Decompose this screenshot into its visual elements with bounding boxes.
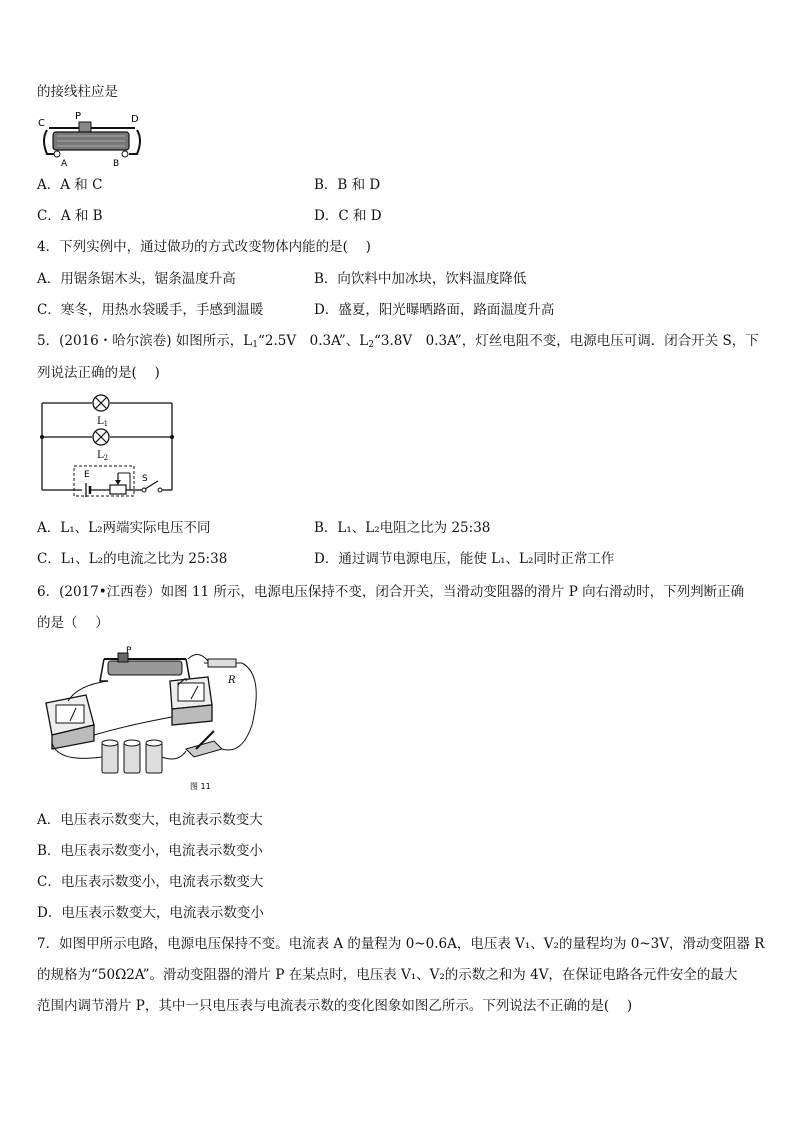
- label-l2: $L_2$: [97, 450, 109, 462]
- q6-option-a: A．电压表示数变大，电流表示数变大: [37, 812, 263, 828]
- q3-option-d: D．C 和 D: [314, 208, 382, 224]
- variable-resistor-icon: [110, 473, 130, 494]
- parallel-circuit-figure: [38, 393, 178, 503]
- q3-option-b: B．B 和 D: [314, 177, 381, 193]
- q3-option-c: C．A 和 B: [37, 208, 103, 224]
- figure-caption: 图 11: [190, 782, 211, 791]
- q5-stem-part1: 5．(2016・哈尔滨卷) 如图所示，L: [37, 333, 253, 349]
- ammeter-icon: [170, 677, 212, 725]
- q4-option-b: B．向饮料中加冰块，饮料温度降低: [314, 271, 527, 287]
- q4-option-d: D．盛夏，阳光曝晒路面，路面温度升高: [314, 302, 555, 318]
- label-c: C: [38, 118, 45, 129]
- batteries-icon: [102, 740, 162, 773]
- q6-option-c: C．电压表示数变小，电流表示数变大: [37, 874, 264, 890]
- voltmeter-icon: [46, 695, 94, 749]
- q5-stem-line2: 列说法正确的是( ): [37, 365, 160, 381]
- header-line: 的接线柱应是: [37, 84, 118, 100]
- label-s: S: [142, 474, 148, 484]
- q5-option-c: C．L₁、L₂的电流之比为 25:38: [37, 551, 228, 567]
- rheostat-icon: [100, 653, 190, 681]
- q6-option-d: D．电压表示数变大，电流表示数变小: [37, 905, 264, 921]
- label-p-apparatus: P: [126, 646, 132, 656]
- label-r: R: [228, 675, 236, 686]
- rheostat-figure: [35, 110, 150, 168]
- resistor-icon: [204, 659, 242, 667]
- label-l1: $L_1$: [97, 416, 109, 428]
- q5-option-b: B．L₁、L₂电阻之比为 25:38: [314, 520, 491, 536]
- q5-stem-sub2: 2: [368, 340, 374, 350]
- q6-stem-line1: 6．(2017•江西卷）如图 11 所示，电源电压保持不变，闭合开关，当滑动变阻器的滑片 P 向右滑动时，下列判断正确: [37, 584, 745, 600]
- q7-line3: 范围内调节滑片 P，其中一只电压表与电流表示数的变化图象如图乙所示。下列说法不正确的是( ): [37, 998, 633, 1014]
- q6-option-b: B．电压表示数变小，电流表示数变小: [37, 843, 263, 859]
- label-d: D: [131, 114, 139, 125]
- lamp-l2-icon: [93, 429, 109, 445]
- label-a: A: [61, 159, 68, 168]
- q5-stem-part3: “3.8V 0.3A”，灯丝电阻不变，电源电压可调．闭合开关 S，下: [373, 333, 759, 349]
- q5-stem-sub1: 1: [252, 340, 258, 350]
- q5-option-d: D．通过调节电源电压，能使 L₁、L₂同时正常工作: [314, 551, 615, 567]
- q4-option-a: A．用锯条锯木头，锯条温度升高: [37, 271, 236, 287]
- apparatus-figure: [38, 645, 268, 795]
- q3-option-a: A．A 和 C: [37, 177, 103, 193]
- q4-option-c: C．寒冬，用热水袋暖手，手感到温暖: [37, 302, 264, 318]
- q5-stem-part2: “2.5V 0.3A”、L: [257, 333, 369, 349]
- battery-icon: [86, 483, 90, 497]
- q5-option-a: A．L₁、L₂两端实际电压不同: [37, 520, 211, 536]
- label-b: B: [113, 159, 120, 168]
- knife-switch-icon: [186, 731, 222, 757]
- q7-line1: 7．如图甲所示电路，电源电压保持不变。电流表 A 的量程为 0~0.6A，电压表 V₁、V₂的量程均为 0~3V，滑动变阻器 R: [37, 936, 765, 952]
- label-p: P: [75, 111, 82, 122]
- q5-stem-line1: [37, 332, 759, 354]
- label-e: E: [84, 470, 90, 480]
- lamp-l1-icon: [93, 395, 109, 411]
- q7-line2: 的规格为“50Ω2A”。滑动变阻器的滑片 P 在某点时，电压表 V₁、V₂的示数之和为 4V，在保证电路各元件安全的最大: [37, 967, 738, 983]
- q4-stem: 4．下列实例中，通过做功的方式改变物体内能的是( ): [37, 239, 371, 255]
- q6-stem-line2: 的是（ ）: [37, 615, 109, 631]
